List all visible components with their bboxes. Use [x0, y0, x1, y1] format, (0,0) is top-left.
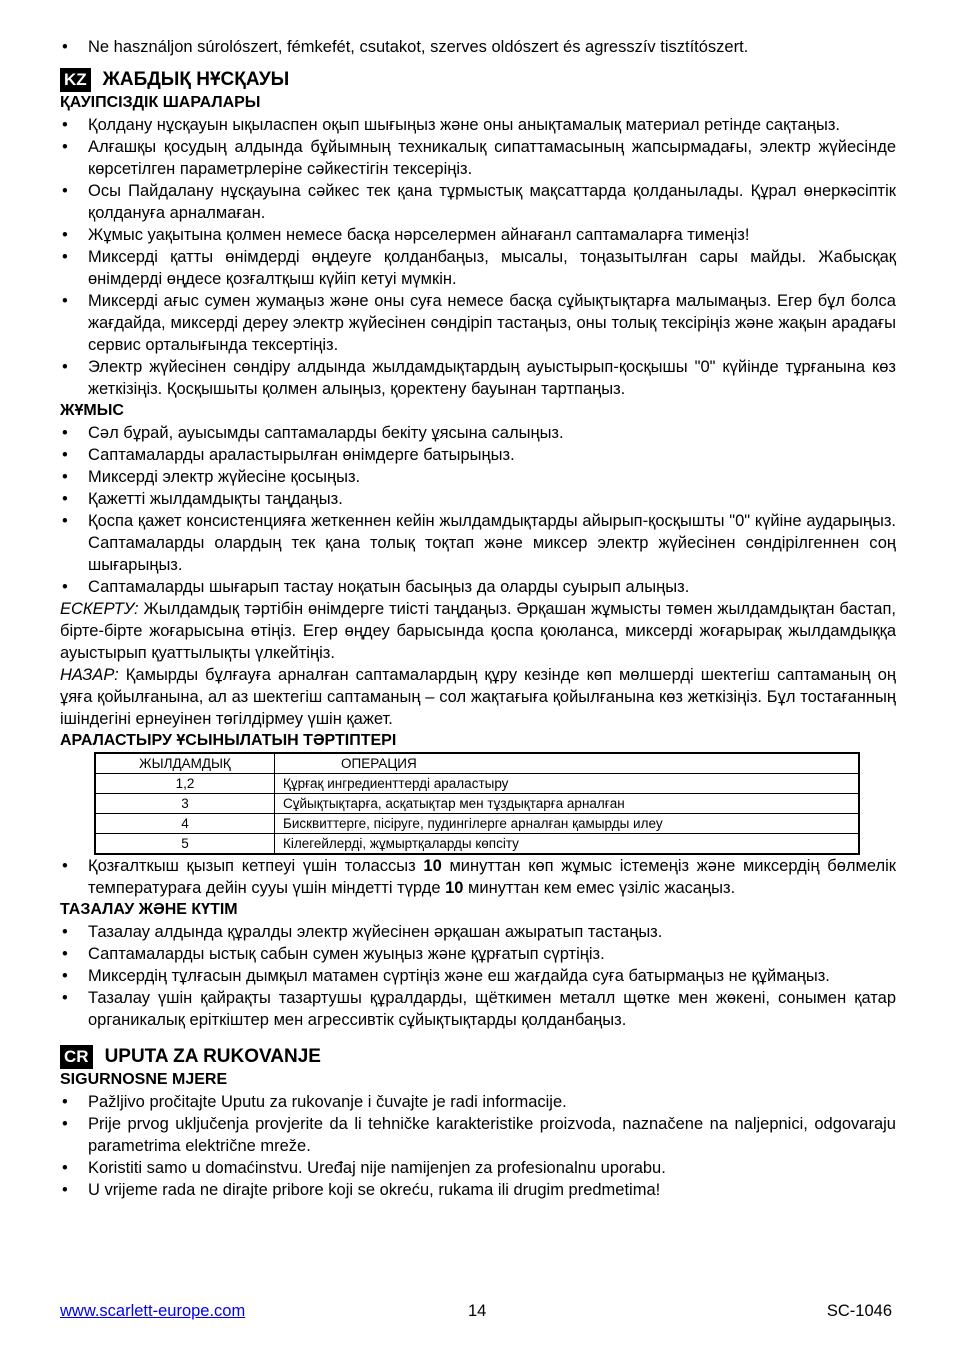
table-row [95, 814, 859, 834]
list-item: • Pažljivo pročitajte Uputu za rukovanje i čuvajte je radi informacije. [60, 1091, 896, 1113]
kz-language-badge: KZ [60, 68, 91, 92]
model-number: SC-1046 [826, 1302, 892, 1320]
list-item: • Саптамаларды ыстық сабын сумен жуыңыз және құрғатып сүртіңіз. [60, 943, 896, 965]
list-item: • Саптамаларды шығарып тастау ноқатын басыңыз да оларды суырып алыңыз. [60, 576, 896, 598]
kz-warning-paragraph [60, 664, 896, 730]
speed-cell: 4 [95, 814, 275, 834]
list-item: • Жұмыс уақытына қолмен немесе басқа нәрселермен айнағанл саптамаларға тимеңіз! [60, 224, 896, 246]
operation-cell: Кілегейлерді, жұмыртқаларды көпсіту [275, 834, 860, 855]
kz-cleaning-list [60, 921, 896, 1031]
motor-minutes-1: 10 [423, 857, 442, 875]
motor-text-1: Қозғалткыш қызып кетпеуі үшін толассыз [88, 857, 424, 875]
list-item: • Электр жүйесінен сөндіру алдында жылдамдықтардың ауыстырып-қосқышы "0" күйінде тұрғанына көз жеткізіңіз. Қосқышыты қолмен алыңыз, қоректену бауынан тартпаңыз. [60, 356, 896, 400]
table-header-row [95, 753, 859, 774]
speed-cell: 5 [95, 834, 275, 855]
list-item: • Алғашқы қосудың алдында бұйымның техникалық сипаттамасының жапсырмадағы, электр жүйесінде көрсетілген параметрлеріне сәйкестігін тексеріңіз. [60, 136, 896, 180]
cr-language-badge: CR [60, 1045, 93, 1069]
table-row [95, 834, 859, 855]
list-item [60, 855, 896, 899]
list-item: • Саптамаларды араластырылған өнімдерге батырыңыз. [60, 444, 896, 466]
operation-cell: Құрғақ ингредиенттерді араластыру [275, 774, 860, 794]
list-item: • Қоспа қажет консистенцияға жеткеннен кейін жылдамдықтарды айырып-қосқышты "0" күйіне аударыңыз. Саптамаларды олардың тек қана толық тоқтап және миксер электр жүйесінен сөндірілгеннен соң шығарыңыз. [60, 510, 896, 576]
list-item: • Ne használjon súrolószert, fémkefét, csutakot, szerves oldószert és agresszív tisztítószert. [60, 36, 896, 58]
kz-safety-list [60, 114, 896, 400]
table-row [95, 774, 859, 794]
list-item: • Тазалау үшін қайрақты тазартушы құралдарды, щёткимен металл щөтке мен жөкені, сонымен қатар органикалық еріткіштер мен агрессивтік сұйықтықтарды қолданбаңыз. [60, 987, 896, 1031]
list-item: • Миксердің тұлғасын дымқыл матамен сүртіңіз және еш жағдайда суға батырмаңыз не құймаңыз. [60, 965, 896, 987]
cr-safety-heading: SIGURNOSNE MJERE [60, 1071, 228, 1088]
kz-title: ЖАБДЫҚ НҰСҚАУЫ [102, 69, 290, 90]
kz-mix-heading: АРАЛАСТЫРУ ҰСЫНЫЛАТЫН ТӘРТІПТЕРІ [60, 732, 397, 749]
list-item: • U vrijeme rada ne dirajte pribore koji se okreću, rukama ili drugim predmetima! [60, 1179, 896, 1201]
kz-operation-list [60, 422, 896, 598]
list-item: • Koristiti samo u domaćinstvu. Uređaj nije namijenjen za profesionalnu uporabu. [60, 1157, 896, 1179]
note-label: ЕСКЕРТУ: [60, 600, 139, 618]
note-text: Жылдамдық тәртібін өнімдерге тиісті таңдаңыз. Әрқашан жұмысты төмен жылдамдықтан бастап, бірте-бірте жоғарысына өтіңіз. Егер өңдеу барысында қоспа қоюланса, миксерді жоғарырақ жылдамдыққа ауыстырып қуаттылықты үлкейтіңіз. [60, 600, 896, 662]
speed-cell: 1,2 [95, 774, 275, 794]
table-row [95, 794, 859, 814]
speed-cell: 3 [95, 794, 275, 814]
kz-cleaning-heading: ТАЗАЛАУ ЖӘНЕ КҮТІМ [60, 901, 238, 918]
cr-section-title [60, 1045, 896, 1069]
warning-text: Қамырды бұлғауға арналған саптамалардың құру кезінде көп мөлшерді шектегіш саптаманың оң ұяға қойылғанына, ал аз шектегіш саптаманың – сол жақтағыға қойылғанына көз жеткізіңіз. Бұл тостағанның ішіндегіні ернеуінен төгілдірмеу үшін қажет. [60, 666, 896, 728]
list-item: • Prije prvog uključenja provjerite da li tehničke karakteristike proizvoda, naznačene na naljepnici, odgovaraju parametrima električne mreže. [60, 1113, 896, 1157]
list-item: • Қолдану нұсқауын ықыласпен оқып шығыңыз және оны анықтамалық материал ретінде сақтаңыз. [60, 114, 896, 136]
list-item: • Сәл бұрай, ауысымды саптамаларды бекіту ұясына салыңыз. [60, 422, 896, 444]
kz-safety-heading: ҚАУІПСІЗДІК ШАРАЛАРЫ [60, 94, 261, 111]
motor-minutes-2: 10 [445, 879, 464, 897]
list-item: • Миксерді электр жүйесіне қосыңыз. [60, 466, 896, 488]
page-footer [60, 1300, 892, 1322]
page-number: 14 [468, 1302, 487, 1320]
kz-section-title [60, 68, 896, 92]
manual-page [60, 36, 896, 1201]
intro-list [60, 36, 896, 58]
column-header-speed: ЖЫЛДАМДЫҚ [95, 753, 275, 774]
website-link[interactable]: www.scarlett-europe.com [60, 1302, 246, 1320]
warning-label: НАЗАР: [60, 666, 119, 684]
motor-text-3: минуттан кем емес үзіліс жасаңыз. [463, 879, 736, 897]
list-item: • Миксерді ағыс сумен жумаңыз және оны суға немесе басқа сұйықтықтарға малымаңыз. Егер бұл болса жағдайда, миксерді дереу электр жүйесінен сөндіріп тастаңыз, оны толық тексіріңіз және жақын арадағы сервис орталығында тексертіңіз. [60, 290, 896, 356]
cr-safety-list [60, 1091, 896, 1201]
column-header-operation: ОПЕРАЦИЯ [275, 753, 860, 774]
motor-text-2: минуттан көп жұмыс істемеңіз және миксердің бөлмелік температураға дейін сууы үшін міндетті түрде [88, 857, 896, 897]
kz-note-paragraph [60, 598, 896, 664]
operation-cell: Бисквиттерге, пісіруге, пудингілерге арналған қамырды илеу [275, 814, 860, 834]
list-item: • Осы Пайдалану нұсқауына сәйкес тек қана тұрмыстық мақсаттарда қолданылады. Құрал өнеркәсіптік қолдануға арналмаған. [60, 180, 896, 224]
kz-motor-list [60, 855, 896, 899]
speed-table [94, 752, 860, 855]
operation-cell: Сұйықтықтарға, асқатықтар мен тұздықтарға арналған [275, 794, 860, 814]
list-item: • Миксерді қатты өнімдерді өңдеуге қолданбаңыз, мысалы, тоңазытылған сары майды. Жабысқақ өнімдерді өңдесе қозғалтқыш күйіп кетуі мүмкін. [60, 246, 896, 290]
list-item: • Тазалау алдында құралды электр жүйесінен әрқашан ажыратып тастаңыз. [60, 921, 896, 943]
cr-title: UPUTA ZA RUKOVANJE [104, 1046, 321, 1067]
list-item: • Қажетті жылдамдықты таңдаңыз. [60, 488, 896, 510]
kz-operation-heading: ЖҰМЫС [60, 402, 124, 419]
